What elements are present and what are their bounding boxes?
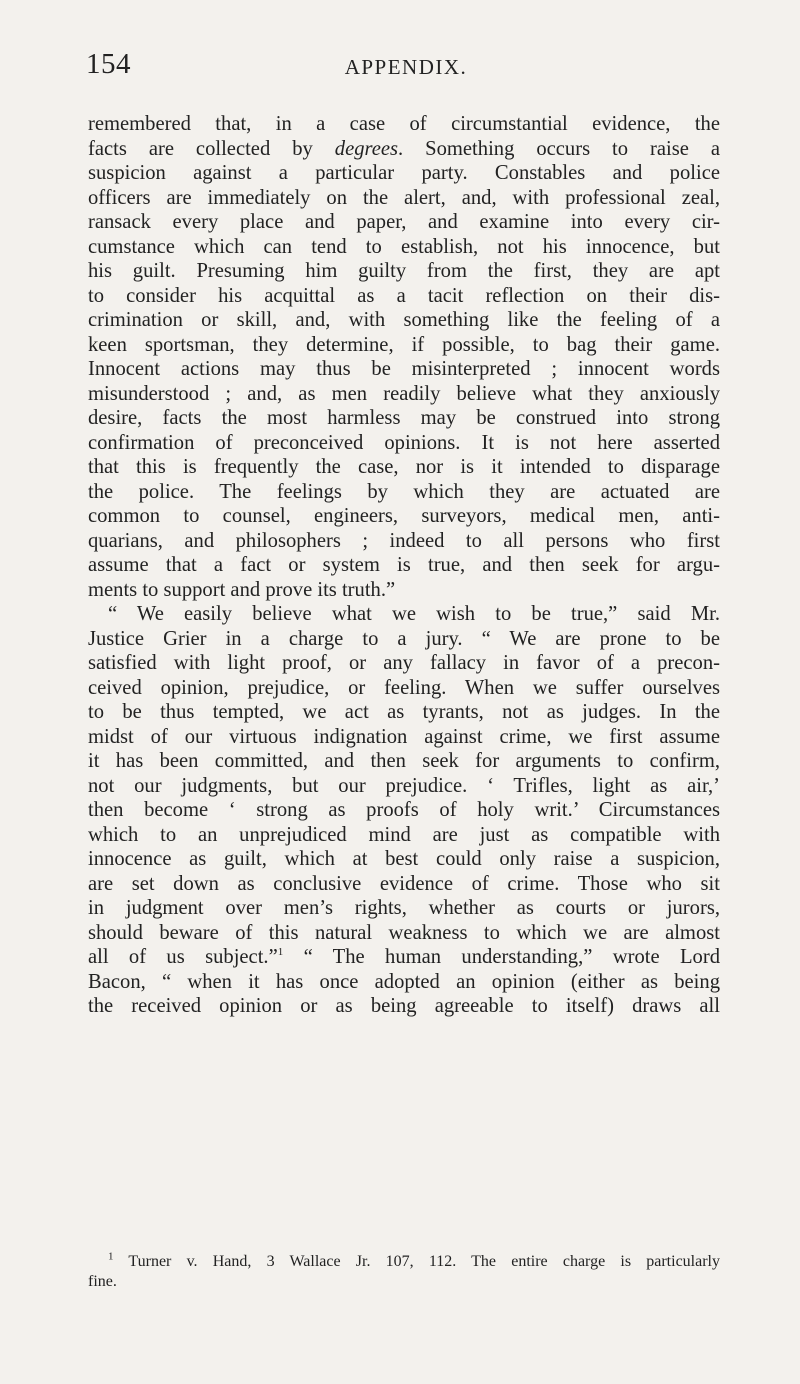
text-line: in judgment over men’s rights, whether as courts or jurors, bbox=[88, 897, 720, 919]
text-line: Innocent actions may thus be misinterpreted ; innocent words bbox=[88, 358, 720, 380]
text-line: innocence as guilt, which at best could only raise a suspicion, bbox=[88, 848, 720, 870]
footnote-text: Turner v. Hand, 3 Wallace Jr. 107, 112. The entire charge is particularly bbox=[128, 1253, 720, 1270]
text-line: that this is frequently the case, nor is it intended to disparage bbox=[88, 456, 720, 478]
text-line: common to counsel, engineers, surveyors, medical men, anti- bbox=[88, 505, 720, 527]
text-line bbox=[88, 945, 720, 970]
text-fragment: “ The human understanding,” wrote Lord bbox=[283, 946, 721, 968]
footnotes bbox=[88, 1252, 720, 1292]
text-line: desire, facts the most harmless may be construed into strong bbox=[88, 407, 720, 429]
text-line: “ We easily believe what we wish to be true,” said Mr. bbox=[108, 603, 720, 625]
text-line: facts are collected by degrees. Something occurs to raise a bbox=[88, 137, 720, 160]
text-line: cumstance which can tend to establish, not his innocence, but bbox=[88, 235, 720, 258]
text-line: suspicion against a particular party. Constables and police bbox=[88, 162, 720, 184]
text-line: Justice Grier in a charge to a jury. “ We are prone to be bbox=[88, 627, 720, 650]
text-line: his guilt. Presuming him guilty from the first, they are apt bbox=[88, 260, 720, 282]
text-line: the received opinion or as being agreeable to itself) draws all bbox=[88, 995, 720, 1017]
footnote-marker: 1 bbox=[108, 1250, 114, 1263]
text-line: it has been committed, and then seek for arguments to confirm, bbox=[88, 750, 720, 772]
text-line: midst of our virtuous indignation against crime, we first assume bbox=[88, 725, 720, 748]
text-line: officers are immediately on the alert, and, with professional zeal, bbox=[88, 186, 720, 209]
text-line: Bacon, “ when it has once adopted an opinion (either as being bbox=[88, 970, 720, 993]
text-line: ments to support and prove its truth.” bbox=[88, 578, 396, 601]
footnote-line bbox=[88, 1252, 720, 1272]
text-line: quarians, and philosophers ; indeed to all persons who first bbox=[88, 529, 720, 552]
running-head: APPENDIX. bbox=[344, 55, 468, 79]
footnote-reference: 1 bbox=[277, 946, 284, 959]
text-line: the police. The feelings by which they are actuated are bbox=[88, 480, 720, 503]
text-line: ransack every place and paper, and examine into every cir- bbox=[88, 211, 720, 233]
text-line: to consider his acquittal as a tacit reflection on their dis- bbox=[88, 284, 720, 307]
text-line: assume that a fact or system is true, and then seek for argu- bbox=[88, 554, 720, 576]
text-line: misunderstood ; and, as men readily believe what they anxiously bbox=[88, 382, 720, 405]
text-line: are set down as conclusive evidence of crime. Those who sit bbox=[88, 872, 720, 895]
text-line: ceived opinion, prejudice, or feeling. When we suffer ourselves bbox=[88, 676, 720, 699]
text-line: confirmation of preconceived opinions. It is not here asserted bbox=[88, 431, 720, 454]
text-fragment: all of us subject.” bbox=[88, 946, 278, 968]
text-line: satisfied with light proof, or any fallacy in favor of a precon- bbox=[88, 652, 720, 674]
text-line: which to an unprejudiced mind are just as compatible with bbox=[88, 823, 720, 846]
body-text bbox=[88, 112, 720, 1019]
italic-word: degrees bbox=[334, 137, 399, 160]
text-line: then become ‘ strong as proofs of holy writ.’ Circumstances bbox=[88, 799, 720, 821]
text-line: keen sportsman, they determine, if possible, to bag their game. bbox=[88, 333, 720, 356]
page-number: 154 bbox=[86, 48, 131, 80]
page-header bbox=[86, 48, 726, 88]
text-line: not our judgments, but our prejudice. ‘ Trifles, light as air,’ bbox=[88, 774, 720, 797]
text-line: remembered that, in a case of circumstantial evidence, the bbox=[88, 113, 720, 135]
text-line: to be thus tempted, we act as tyrants, not as judges. In the bbox=[88, 701, 720, 723]
footnote-line: fine. bbox=[88, 1273, 117, 1290]
text-line: crimination or skill, and, with something like the feeling of a bbox=[88, 309, 720, 331]
text-line: should beware of this natural weakness to which we are almost bbox=[88, 921, 720, 944]
